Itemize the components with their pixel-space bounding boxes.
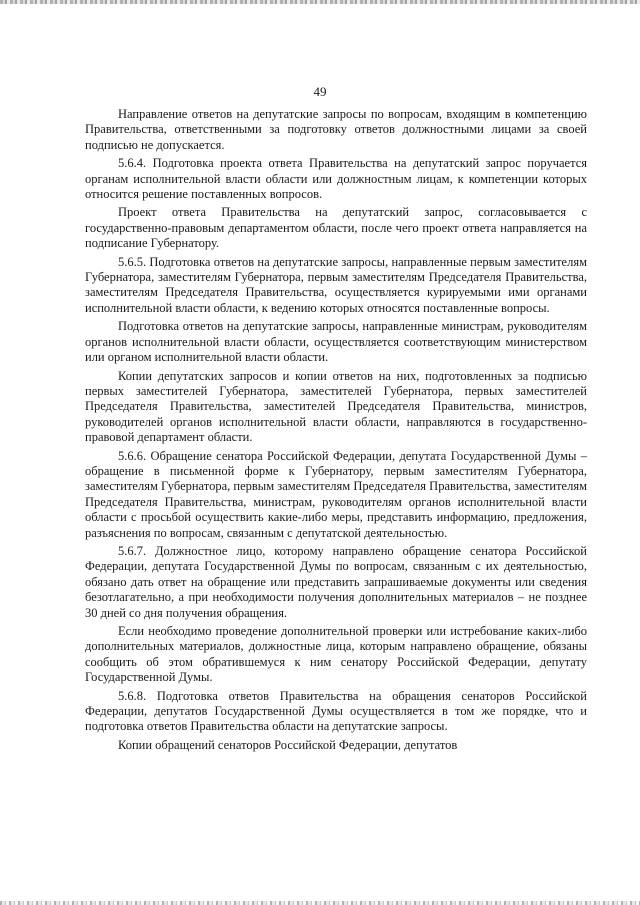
paragraph: 5.6.6. Обращение сенатора Российской Федерации, депутата Государственной Думы – обращение в письменной форме к Губернатору, первым заместителям Губернатора, заместителям Губернатора, первым заместителям Председателя Правительства, заместителям Председателя Правительства, министрам, руководителям органов исполнительной власти области с просьбой осуществить какие-либо меры, представить информацию, предложения, разъяснения по вопросам, связанным с депутатской деятельностью. (85, 448, 587, 540)
paragraph: 5.6.8. Подготовка ответов Правительства на обращения сенаторов Российской Федерации, депутатов Государственной Думы осуществляется в том же порядке, что и подготовка ответов Правительства области на депутатские запросы. (85, 688, 587, 734)
paragraph: Копии депутатских запросов и копии ответов на них, подготовленных за подписью первых заместителей Губернатора, заместителей Губернатора, первых заместителей Председателя Правительства, заместителей Председателя Правительства, министров, руководителей органов исполнительной власти области, направляются в государственно-правовой департамент области. (85, 368, 587, 445)
document-body (85, 107, 587, 753)
scan-edge-top (0, 0, 640, 4)
paragraph: Если необходимо проведение дополнительной проверки или истребование каких-либо дополнительных материалов, должностные лица, которым направлено обращение, обязаны сообщить об этом обратившемуся к ним сенатору Российской Федерации, депутату Государственной Думы. (85, 624, 587, 685)
paragraph: 5.6.4. Подготовка проекта ответа Правительства на депутатский запрос поручается органам исполнительной власти области или должностным лицам, к компетенции которых относится решение поставленных вопросов. (85, 156, 587, 202)
paragraph: Проект ответа Правительства на депутатский запрос, согласовывается с государственно-правовым департаментом области, после чего проект ответа направляется на подписание Губернатору. (85, 205, 587, 251)
paragraph: Направление ответов на депутатские запросы по вопросам, входящим в компетенцию Правительства, ответственными за подготовку ответов должностными лицами за своей подписью не допускается. (85, 107, 587, 152)
paragraph: 5.6.7. Должностное лицо, которому направлено обращение сенатора Российской Федерации, депутата Государственной Думы по вопросам, связанным с их деятельностью, обязано дать ответ на обращение или представить запрашиваемые документы или сведения безотлагательно, а при необходимости получения дополнительных материалов – не позднее 30 дней со дня получения обращения. (85, 543, 587, 620)
page-number: 49 (313, 84, 327, 99)
paragraph: Подготовка ответов на депутатские запросы, направленные министрам, руководителям органов исполнительной власти области, осуществляется соответствующим министерством или органом исполнительной власти области. (85, 319, 587, 365)
scan-edge-bottom (0, 901, 640, 905)
paragraph: Копии обращений сенаторов Российской Федерации, депутатов (118, 737, 458, 752)
paragraph: 5.6.5. Подготовка ответов на депутатские запросы, направленные первым заместителям Губернатора, заместителям Губернатора, первым заместителям Председателя Правительства, заместителям Председателя Правительства, осуществляется курируемыми ими органами исполнительной власти области, к ведению которых относятся поставленные вопросы. (85, 254, 587, 315)
